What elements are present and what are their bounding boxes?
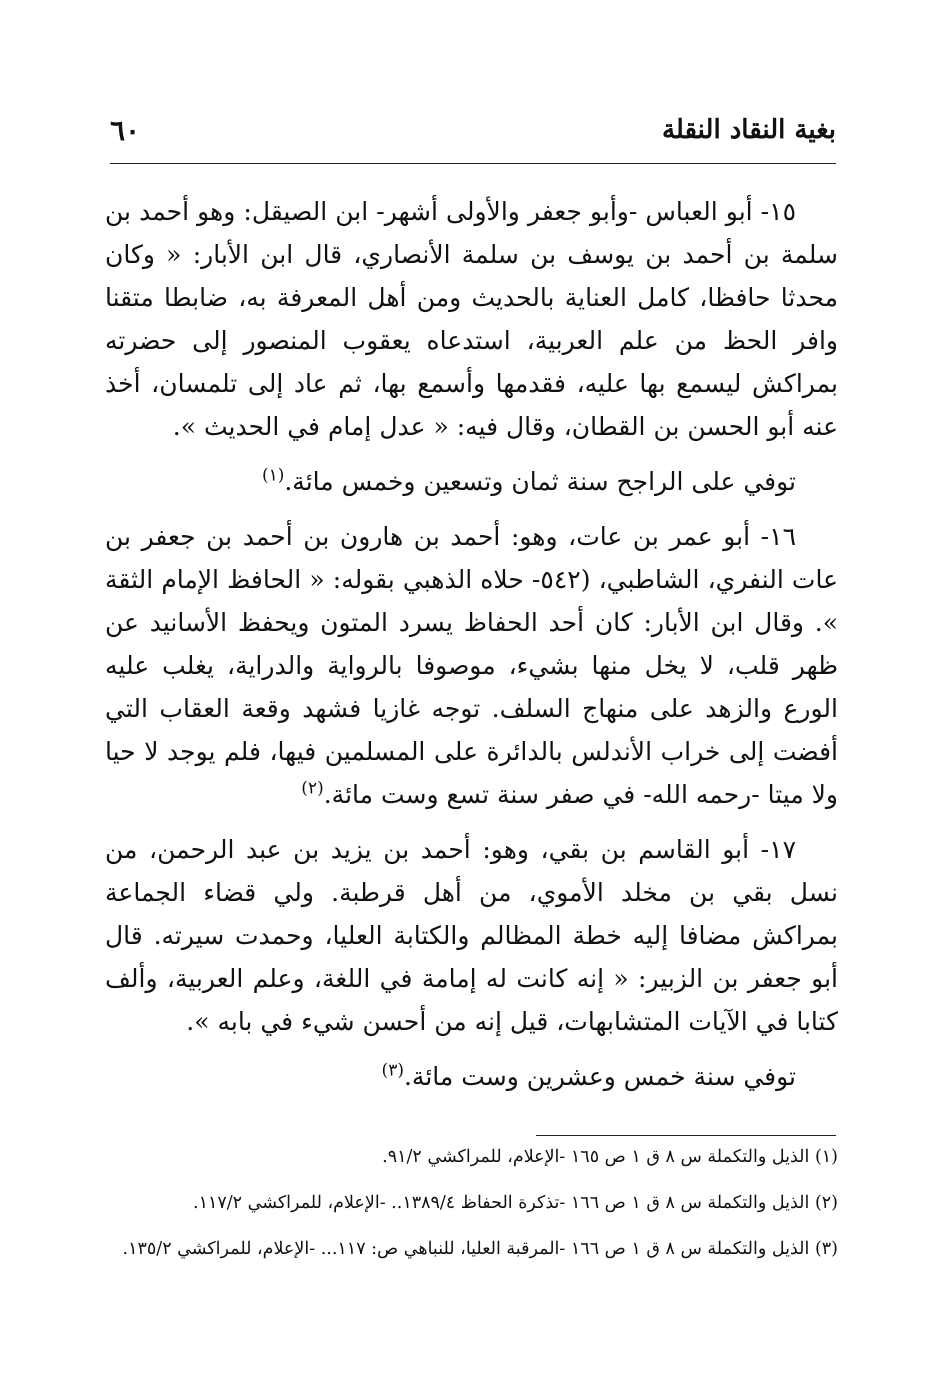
footnote-rule <box>536 1135 836 1136</box>
entry-16-text: ١٦- أبو عمر بن عات، وهو: أحمد بن هارون بن أحمد بن جعفر بن عات النفري، الشاطبي، (٥٤٢- حلاه الذهبي بقوله: « الحافظ الإمام الثقة ». وقال ابن الأبار: كان أحد الحفاظ يسرد المتون ويحفظ الأسانيد عن ظهر قلب، لا يخل منها بشيء، موصوفا بالرواية والدراية، يغلب عليه الورع والزهد على منهاج السلف. توجه غازيا فشهد وقعة العقاب التي أفضت إلى خراب الأندلس بالدائرة على المسلمين فيها، فلم يوجد لا حيا ولا ميتا -رحمه الله- في صفر سنة تسع وست مائة. <box>105 522 838 809</box>
entry-15-text: ١٥- أبو العباس -وأبو جعفر والأولى أشهر- ابن الصيقل: وهو أحمد بن سلمة بن أحمد بن يوسف بن سلمة الأنصاري، قال ابن الأبار: « وكان محدثا حافظا، كامل العناية بالحديث ومن أهل المعرفة به، ضابطا متقنا وافر الحظ من علم العربية، استدعاه يعقوب المنصور إلى حضرته بمراكش ليسمع بها عليه، فقدمها وأسمع بها، ثم عاد إلى تلمسان، أخذ عنه أبو الحسن بن القطان، وقال فيه: « عدل إمام في الحديث ». <box>105 197 838 441</box>
footnotes <box>105 1146 838 1284</box>
note-ref-3[interactable]: (٣) <box>381 1060 404 1081</box>
entry-17-death <box>105 1055 838 1098</box>
page-header <box>110 110 836 150</box>
entry-15-death <box>105 460 838 503</box>
footnote-3: (٣) الذيل والتكملة س ٨ ق ١ ص ١٦٦ -المرقبة العليا، للنباهي ص: ١١٧... -الإعلام، للمراكشي ١٣٥/٢. <box>122 1239 838 1259</box>
note-ref-2[interactable]: (٢) <box>301 778 324 799</box>
footnote-2: (٢) الذيل والتكملة س ٨ ق ١ ص ١٦٦ -تذكرة الحفاظ ١٣٨٩/٤.. -الإعلام، للمراكشي ١١٧/٢. <box>193 1193 838 1213</box>
footnote-1: (١) الذيل والتكملة س ٨ ق ١ ص ١٦٥ -الإعلام، للمراكشي ٩١/٢. <box>382 1147 838 1167</box>
entry-17 <box>105 828 838 1043</box>
entry-16 <box>105 515 838 816</box>
note-ref-1[interactable]: (١) <box>261 465 285 486</box>
running-title: بغية النقاد النقلة <box>661 115 836 145</box>
entry-17-text: ١٧- أبو القاسم بن بقي، وهو: أحمد بن يزيد بن عبد الرحمن، من نسل بقي بن مخلد الأموي، من أهل قرطبة. ولي قضاء الجماعة بمراكش مضافا إليه خطة المظالم والكتابة العليا، وحمدت سيرته. قال أبو جعفر بن الزبير: « إنه كانت له إمامة في اللغة، وعلم العربية، وألف كتابا في الآيات المتشابهات، قيل إنه من أحسن شيء في بابه ». <box>105 835 838 1036</box>
main-text <box>105 190 838 1098</box>
entry-15 <box>105 190 838 448</box>
entry-15-death-text: توفي على الراجح سنة ثمان وتسعين وخمس مائة. <box>284 467 796 496</box>
page-number: ٦٠ <box>110 113 141 147</box>
entry-17-death-text: توفي سنة خمس وعشرين وست مائة. <box>403 1062 796 1091</box>
header-rule <box>110 163 836 164</box>
